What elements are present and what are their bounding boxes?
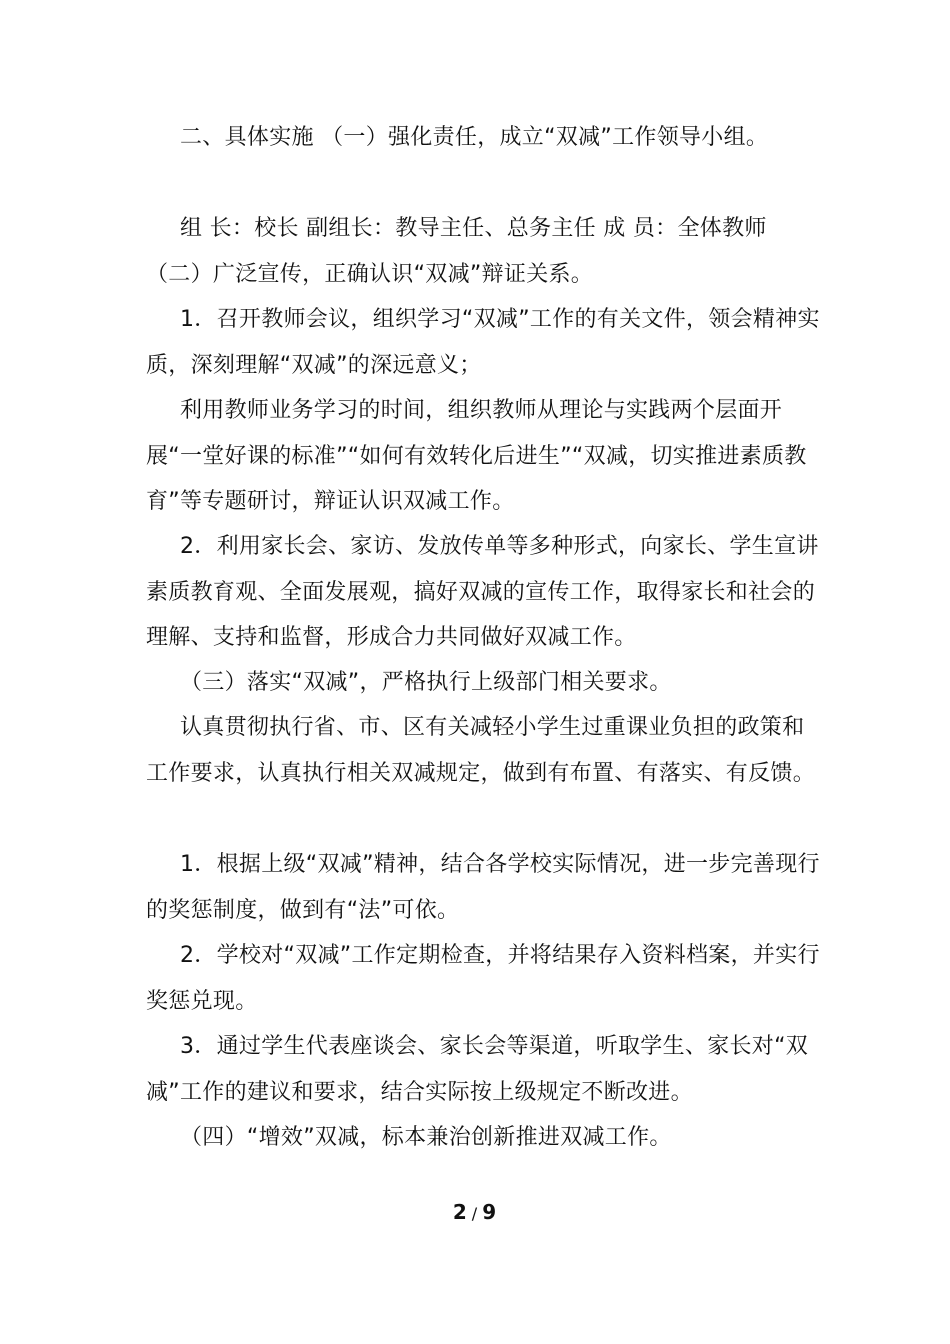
paragraph-9: 2．学校对“双减”工作定期检查，并将结果存入资料档案，并实行奖惩兑现。 bbox=[146, 943, 820, 1014]
paragraph-6: （三）落实“双减”，严格执行上级部门相关要求。 bbox=[180, 670, 672, 695]
paragraph-10: 3．通过学生代表座谈会、家长会等渠道，听取学生、家长对“双减”工作的建议和要求，结合实际按上级规定不断改进。 bbox=[146, 1034, 809, 1105]
paragraph-8: 1．根据上级“双减”精神，结合各学校实际情况，进一步完善现行的奖惩制度，做到有“法”可依。 bbox=[146, 852, 820, 923]
paragraph-1: 二、具体实施 （一）强化责任，成立“双减”工作领导小组。 bbox=[180, 125, 769, 150]
page-number-total: 9 bbox=[482, 1200, 498, 1224]
paragraph-3: 1．召开教师会议，组织学习“双减”工作的有关文件，领会精神实质，深刻理解“双减”的深远意义； bbox=[146, 307, 820, 378]
page-number-current: 2 bbox=[452, 1200, 468, 1224]
page-number bbox=[0, 1200, 950, 1224]
paragraph-5: 2．利用家长会、家访、发放传单等多种形式，向家长、学生宣讲素质教育观、全面发展观，搞好双减的宣传工作，取得家长和社会的理解、支持和监督，形成合力共同做好双减工作。 bbox=[146, 534, 819, 650]
paragraph-11: （四）“增效”双减，标本兼治创新推进双减工作。 bbox=[180, 1125, 672, 1150]
paragraph-2: 组 长：校长 副组长：教导主任、总务主任 成 员：全体教师 （二）广泛宣传，正确认识“双减”辩证关系。 bbox=[146, 216, 767, 287]
paragraph-7: 认真贯彻执行省、市、区有关减轻小学生过重课业负担的政策和工作要求，认真执行相关双减规定，做到有布置、有落实、有反馈。 bbox=[146, 715, 816, 786]
page-number-separator: / bbox=[471, 1204, 479, 1223]
paragraph-4: 利用教师业务学习的时间，组织教师从理论与实践两个层面开展“一堂好课的标准”“如何有效转化后进生”“双减，切实推进素质教育”等专题研讨，辩证认识双减工作。 bbox=[146, 398, 807, 514]
